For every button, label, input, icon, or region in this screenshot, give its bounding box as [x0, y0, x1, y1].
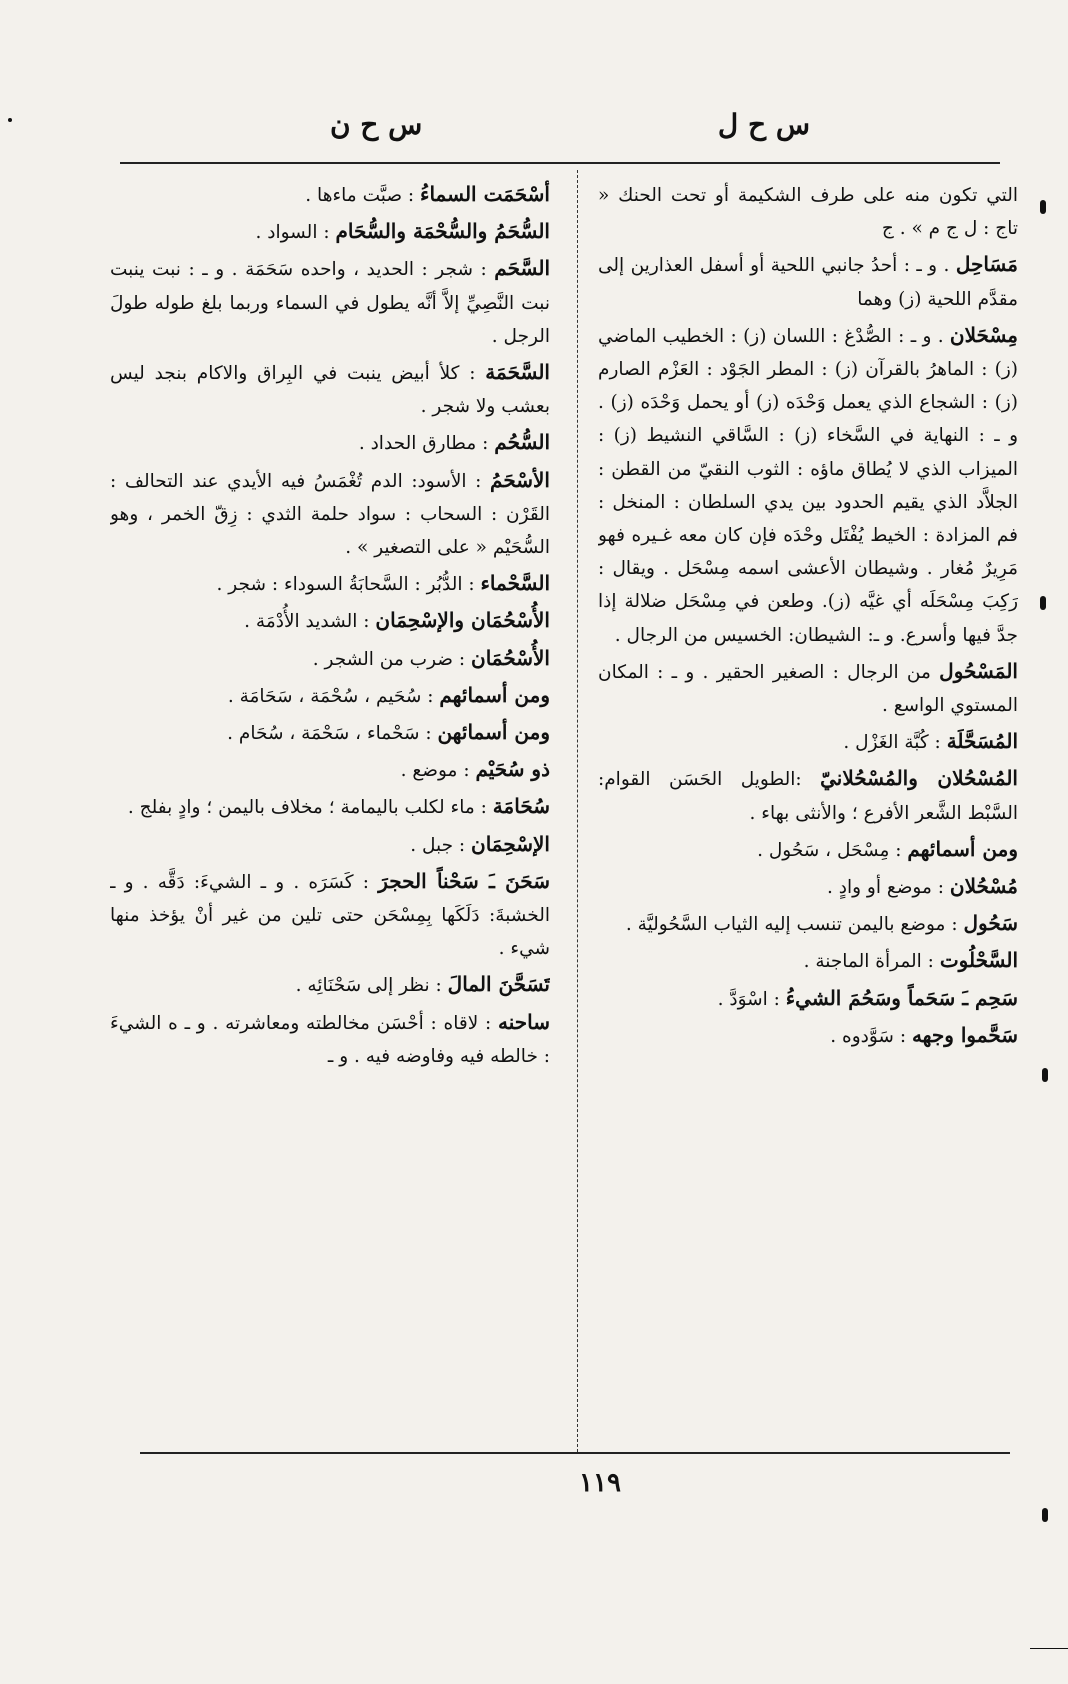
header-rule — [120, 162, 1000, 164]
headword: السَّحْلُوت — [939, 948, 1018, 973]
scan-speck — [1040, 596, 1046, 610]
entry — [110, 1006, 550, 1073]
scan-speck — [8, 118, 12, 122]
definition: : مِسْحَل ، سَحُول . — [757, 839, 902, 861]
entry — [598, 1019, 1018, 1053]
entry — [110, 968, 550, 1002]
headword: ومن أسمائهم — [907, 836, 1018, 861]
entry — [110, 604, 550, 638]
entry — [110, 567, 550, 601]
definition: : موضع . — [400, 760, 470, 782]
headword: الأُسْحُمَان والإسْحِمَان — [375, 608, 550, 633]
entry — [110, 252, 550, 353]
headword: الإسْحِمَان — [471, 831, 550, 856]
definition: : الشديد الأُدْمَة . — [244, 611, 370, 633]
definition: . و ـ : أحدُ جانبي اللحية أو أسفل العذارين إلى مقدَّم اللحية (ز) وهما — [598, 255, 1018, 310]
entry — [110, 178, 550, 212]
entry — [598, 982, 1018, 1016]
definition: . و ـ : الصُّدْغ : اللسان (ز) : الخطيب الماضي (ز) : الماهرُ بالقرآن (ز) : المطر الجَوْد : العَزْم الصارم (ز) : الشجاع الذي يعمل وَحْدَه (ز) أو يحمل وَحْدَه (ز) . و ـ : النهاية في السَّخاء (ز) : السَّاقي النشيط (ز) : الميزاب الذي لا يُطاق ماؤه : الثوب النقيّ من القطن : الجلاَّد الذي يقيم الحدود بين يدي السلطان : المنخل : فم المزادة : الخيط يُفْتَل وحْدَه فإن كان معه غـيره فهو مَرِيرٌ مُغار . وشيطان الأعشى اسمه مِسْحَل . ويقال : رَكِبَ مِسْحَلَه أي غيَّه (ز). وطعن في مِسْحَل ضلالة إذا جدَّ فيها وأسرع. و ـ: الشيطان: الخسيس من الرجال . — [598, 325, 1018, 646]
column-divider — [577, 170, 578, 1452]
headword: السَّحَم — [494, 256, 550, 281]
scan-line — [1030, 1648, 1068, 1649]
headword: ومن أسمائهم — [439, 682, 550, 707]
entry — [110, 642, 550, 676]
headword: أسْحَمَت السماءُ — [420, 182, 550, 206]
definition: : المرأة الماجنة . — [803, 951, 934, 973]
entry — [110, 716, 550, 750]
definition: : موضع أو وادٍ . — [826, 877, 945, 899]
headword: ومن أسمائهن — [437, 720, 550, 745]
headword: ذو سُحَيْم — [475, 757, 550, 782]
definition: : سُحَيم ، سُحْمَة ، سَحَامَة . — [227, 685, 434, 707]
entry — [598, 178, 1018, 245]
entry — [598, 725, 1018, 759]
headword: مَسَاحِل — [955, 252, 1018, 277]
headword: ساحنه — [498, 1009, 550, 1034]
definition: : موضع باليمن تنسب إليه الثياب السَّحُوليَّة . — [625, 914, 958, 936]
page-number: ١١٩ — [579, 1468, 621, 1498]
definition: : صبَّت ماءها . — [305, 185, 415, 206]
definition: : ماء لكلب باليمامة ؛ مخلاف باليمن ؛ وادٍ بفلج . — [127, 797, 487, 819]
entry — [110, 865, 550, 966]
footer-rule — [140, 1452, 1010, 1454]
headword: المُسَحَّلَة — [946, 729, 1018, 754]
entry — [598, 248, 1018, 315]
entry — [598, 655, 1018, 722]
headword: سَحَنَ ـَ سَحْناً الحجرَ — [378, 868, 550, 893]
headword: السَّحَمَة — [485, 360, 550, 385]
scan-speck — [1042, 1068, 1048, 1082]
headword: تَسَحَّنَ المالَ — [447, 972, 550, 997]
headword: مُسْحُلان — [949, 874, 1018, 899]
entry — [598, 762, 1018, 829]
definition: : الدُّبُر : السَّحابَةُ السوداء : شجر . — [216, 574, 475, 596]
definition: : كُبَّة الغَزْل . — [843, 732, 941, 754]
definition: : جبل . — [410, 834, 466, 856]
definition: : كلأ أبيض ينبت في البِراق والاكام بنجد ليس بعشب ولا شجر . — [110, 363, 550, 418]
entry — [598, 319, 1018, 652]
left-column — [110, 178, 550, 1438]
definition: :الطويل الحَسَن القوام: السَّبْط الشَّعر الأفرع ؛ والأنثى بهاء . — [598, 769, 1018, 824]
definition: من الرجال : الصغير الحقير . و ـ : المكان المستوي الواسع . — [598, 661, 1018, 717]
definition: : نظر إلى سَحْنَائِه . — [295, 975, 442, 997]
definition: : اسْوَدَّ . — [717, 988, 780, 1010]
entry — [110, 753, 550, 787]
headword: سَحُول — [963, 911, 1018, 936]
definition: : السواد . — [255, 222, 330, 244]
entry — [110, 356, 550, 423]
definition: : سَوَّدوه . — [830, 1025, 907, 1047]
entry — [598, 870, 1018, 904]
headword: المُسْحُلان والمُسْحُلانيّ — [820, 766, 1018, 791]
right-root-heading: س ح ل — [717, 108, 810, 141]
headword: مِسْحَلان — [949, 322, 1018, 347]
headword: سَحَّموا وجهه — [911, 1022, 1018, 1047]
headword: سَحِم ـَ سَحَماً وسَحُمَ الشيءُ — [785, 985, 1018, 1010]
entry — [598, 907, 1018, 941]
entry — [598, 833, 1018, 867]
headword: الأسْحَمُ — [490, 467, 550, 492]
definition: : الأسود: الدم تُغْمَسُ فيه الأيدي عند التحالف : القَرْن : السحاب : سواد حلمة الثدي : زِقّ الخمر ، وهو السُّحَيْم « على التصغير » . — [110, 470, 550, 559]
headword: السُّحُم — [494, 430, 550, 455]
headword: المَسْحُول — [939, 658, 1018, 683]
scan-speck — [1040, 200, 1046, 214]
right-column — [598, 178, 1018, 1438]
headword: سُحَامَة — [492, 794, 550, 819]
headword: السُّحَمُ والسُّحْمَة والسُّحَام — [335, 219, 550, 244]
entry — [110, 828, 550, 862]
definition: التي تكون منه على طرف الشكيمة أو تحت الحنك « تاج : ل ج م » . ج — [598, 185, 1018, 240]
entry — [110, 679, 550, 713]
headword: الأُسْحُمَان — [471, 645, 550, 670]
entry — [110, 426, 550, 460]
headword: السَّحْماء — [480, 571, 550, 596]
definition: : شجر : الحديد ، واحده سَحَمَة . و ـ : نبت ينبت نبت النَّصِيِّ إلاَّ أنَّه يطول في السماء وربما بلغ طوله طولَ الرجل . — [110, 259, 550, 347]
definition: : لاقاه : أحْسَن مخالطته ومعاشرته . و ـ ه الشيءَ : خالطه فيه وفاوضه فيه . و ـ — [110, 1012, 550, 1067]
left-root-heading: س ح ن — [330, 108, 423, 141]
definition: : كَسَرَه . و ـ الشيءَ: دَقَّه . و ـ الخشبةَ: دَلَكَها بِمِسْحَن حتى تلين من غير أنْ يؤخذ منها شيء . — [110, 871, 550, 960]
entry — [110, 464, 550, 565]
definition: : سَحْماء ، سَحْمَة ، سُحَام . — [227, 723, 432, 745]
entry — [598, 944, 1018, 978]
scan-speck — [1042, 1508, 1048, 1522]
definition: : ضرب من الشجر . — [312, 648, 466, 670]
entry — [110, 215, 550, 249]
definition: : مطارق الحداد . — [358, 433, 489, 455]
entry — [110, 790, 550, 824]
